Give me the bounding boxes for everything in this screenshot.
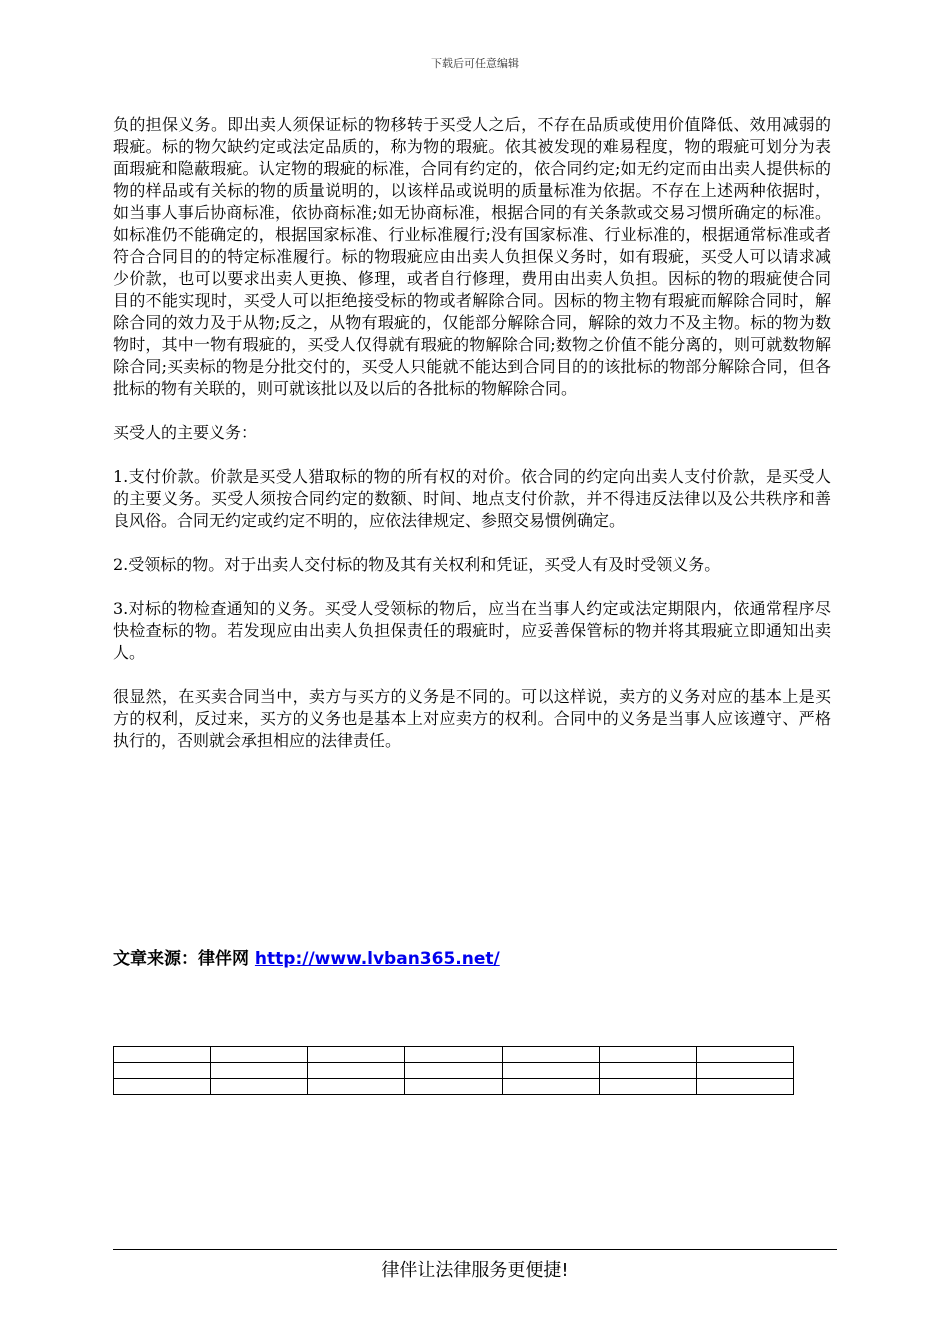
- article-source: [113, 944, 500, 969]
- table-cell: [599, 1047, 696, 1063]
- paragraph-accept-goods: 2.受领标的物。对于出卖人交付标的物及其有关权利和凭证，买受人有及时受领义务。: [113, 555, 721, 574]
- paragraph-inspect-notify: 3.对标的物检查通知的义务。买受人受领标的物后，应当在当事人约定或法定期限内，依通常程序尽快检查标的物。若发现应由出卖人负担保责任的瑕疵时，应妥善保管标的物并将其瑕疵立即通知出卖人。: [113, 599, 831, 662]
- source-link[interactable]: http://www.lvban365.net/: [254, 949, 500, 969]
- footer-slogan: 律伴让法律服务更便捷!: [381, 1260, 569, 1281]
- empty-grid-table: [113, 1046, 794, 1095]
- table-cell: [405, 1047, 502, 1063]
- page-header-note: 下载后可任意编辑: [431, 57, 519, 70]
- table-row: [114, 1063, 794, 1079]
- table-cell: [308, 1079, 405, 1095]
- table-cell: [696, 1079, 793, 1095]
- table-cell: [308, 1063, 405, 1079]
- table-cell: [114, 1063, 211, 1079]
- document-body: [113, 114, 831, 774]
- table-cell: [211, 1063, 308, 1079]
- table-cell: [211, 1047, 308, 1063]
- table-cell: [405, 1079, 502, 1095]
- table-cell: [114, 1047, 211, 1063]
- footer-divider: [113, 1249, 837, 1250]
- table-cell: [696, 1063, 793, 1079]
- table-cell: [502, 1079, 599, 1095]
- paragraph-conclusion: 很显然，在买卖合同当中，卖方与买方的义务是不同的。可以这样说，卖方的义务对应的基本上是买方的权利，反过来，买方的义务也是基本上对应卖方的权利。合同中的义务是当事人应该遵守、严格执行的，否则就会承担相应的法律责任。: [113, 687, 831, 750]
- table-cell: [502, 1047, 599, 1063]
- table-cell: [599, 1079, 696, 1095]
- table-cell: [599, 1063, 696, 1079]
- source-label: 文章来源：律伴网: [113, 949, 255, 969]
- paragraph-buyer-duties-heading: 买受人的主要义务：: [113, 423, 258, 442]
- table-cell: [211, 1079, 308, 1095]
- table-cell: [696, 1047, 793, 1063]
- table-cell: [308, 1047, 405, 1063]
- table-cell: [405, 1063, 502, 1079]
- table-cell: [114, 1079, 211, 1095]
- paragraph-pay-price: 1.支付价款。价款是买受人猎取标的物的所有权的对价。依合同的约定向出卖人支付价款，是买受人的主要义务。买受人须按合同约定的数额、时间、地点支付价款，并不得违反法律以及公共秩序和善良风俗。合同无约定或约定不明的，应依法律规定、参照交易惯例确定。: [113, 467, 831, 530]
- table-cell: [502, 1063, 599, 1079]
- table-row: [114, 1047, 794, 1063]
- paragraph-seller-warranty: 负的担保义务。即出卖人须保证标的物移转于买受人之后，不存在品质或使用价值降低、效用减弱的瑕疵。标的物欠缺约定或法定品质的，称为物的瑕疵。依其被发现的难易程度，物的瑕疵可划分为表面瑕疵和隐蔽瑕疵。认定物的瑕疵的标准，合同有约定的，依合同约定;如无约定而由出卖人提供标的物的样品或有关标的物的质量说明的，以该样品或说明的质量标准为依据。不存在上述两种依据时，如当事人事后协商标准，依协商标准;如无协商标准，根据合同的有关条款或交易习惯所确定的标准。如标准仍不能确定的，根据国家标准、行业标准履行;没有国家标准、行业标准的，根据通常标准或者符合合同目的的特定标准履行。标的物瑕疵应由出卖人负担保义务时，如有瑕疵，买受人可以请求减少价款，也可以要求出卖人更换、修理，或者自行修理，费用由出卖人负担。因标的物的瑕疵使合同目的不能实现时，买受人可以拒绝接受标的物或者解除合同。因标的物主物有瑕疵而解除合同时，解除合同的效力及于从物;反之，从物有瑕疵的，仅能部分解除合同，解除的效力不及主物。标的物为数物时，其中一物有瑕疵的，买受人仅得就有瑕疵的物解除合同;数物之价值不能分离的，则可就数物解除合同;买卖标的物是分批交付的，买受人只能就不能达到合同目的的该批标的物部分解除合同，但各批标的物有关联的，则可就该批以及以后的各批标的物解除合同。: [113, 115, 831, 398]
- table-row: [114, 1079, 794, 1095]
